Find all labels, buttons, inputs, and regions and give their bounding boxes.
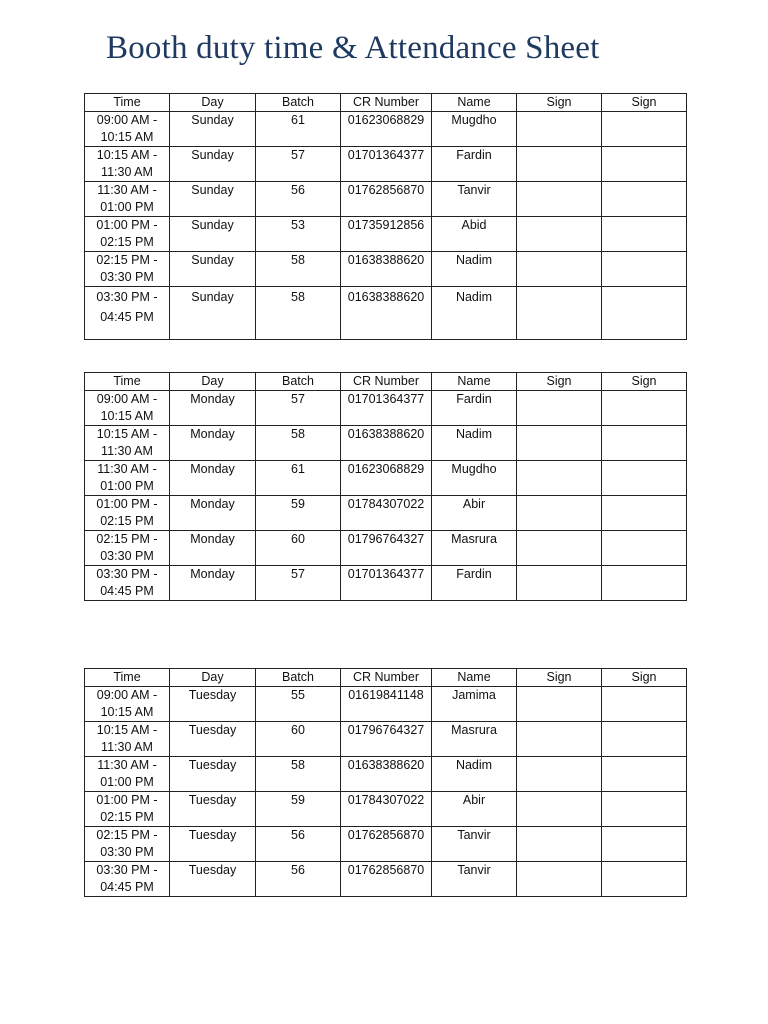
name-cell: Nadim xyxy=(432,426,517,461)
day-cell: Monday xyxy=(170,461,256,496)
table-row xyxy=(85,531,687,566)
time-start: 03:30 PM - xyxy=(96,290,158,304)
time-start: 09:00 AM - xyxy=(96,392,158,406)
cr-number-cell: 01762856870 xyxy=(341,827,432,862)
time-end: 02:15 PM xyxy=(100,514,154,528)
table-row xyxy=(85,147,687,182)
day-cell: Monday xyxy=(170,391,256,426)
time-end: 10:15 AM xyxy=(100,705,154,719)
batch-cell: 59 xyxy=(256,496,341,531)
attendance-table-tuesday xyxy=(84,668,687,897)
name-cell: Fardin xyxy=(432,391,517,426)
time-end: 02:15 PM xyxy=(100,810,154,824)
time-start: 01:00 PM - xyxy=(96,793,158,807)
sign-header: Sign xyxy=(602,669,687,687)
cr-number-cell: 01701364377 xyxy=(341,566,432,601)
table-row xyxy=(85,426,687,461)
time-start: 03:30 PM - xyxy=(96,567,158,581)
sign-header: Sign xyxy=(517,373,602,391)
name-cell: Jamima xyxy=(432,687,517,722)
sign-cell xyxy=(602,287,687,340)
sign-cell xyxy=(517,792,602,827)
sign-cell xyxy=(602,827,687,862)
sign-cell xyxy=(517,112,602,147)
cr-number-cell: 01701364377 xyxy=(341,391,432,426)
name-cell: Tanvir xyxy=(432,827,517,862)
time-cell xyxy=(85,757,170,792)
sign-cell xyxy=(517,757,602,792)
time-cell xyxy=(85,391,170,426)
sign-cell xyxy=(602,182,687,217)
time-cell xyxy=(85,112,170,147)
table-row xyxy=(85,566,687,601)
time-start: 03:30 PM - xyxy=(96,863,158,877)
day-cell: Sunday xyxy=(170,112,256,147)
sign-cell xyxy=(602,112,687,147)
time-end: 04:45 PM xyxy=(100,584,154,598)
cr-number-header: CR Number xyxy=(341,669,432,687)
name-cell: Masrura xyxy=(432,722,517,757)
cr-number-header: CR Number xyxy=(341,94,432,112)
time-end: 01:00 PM xyxy=(100,775,154,789)
sign-cell xyxy=(602,252,687,287)
name-cell: Fardin xyxy=(432,147,517,182)
name-cell: Tanvir xyxy=(432,862,517,897)
batch-cell: 55 xyxy=(256,687,341,722)
sign-cell xyxy=(517,426,602,461)
sign-cell xyxy=(602,391,687,426)
cr-number-cell: 01701364377 xyxy=(341,147,432,182)
batch-cell: 57 xyxy=(256,391,341,426)
day-cell: Monday xyxy=(170,566,256,601)
time-cell xyxy=(85,182,170,217)
time-end: 04:45 PM xyxy=(100,310,154,324)
cr-number-cell: 01784307022 xyxy=(341,792,432,827)
table-row xyxy=(85,287,687,340)
time-start: 01:00 PM - xyxy=(96,497,158,511)
batch-cell: 58 xyxy=(256,426,341,461)
day-cell: Tuesday xyxy=(170,792,256,827)
cr-number-cell: 01796764327 xyxy=(341,531,432,566)
batch-cell: 56 xyxy=(256,862,341,897)
time-start: 10:15 AM - xyxy=(96,427,158,441)
time-cell xyxy=(85,287,170,340)
day-cell: Sunday xyxy=(170,217,256,252)
sign-cell xyxy=(517,566,602,601)
day-header: Day xyxy=(170,669,256,687)
batch-cell: 58 xyxy=(256,757,341,792)
batch-cell: 58 xyxy=(256,287,341,340)
sign-cell xyxy=(602,426,687,461)
table-row xyxy=(85,827,687,862)
name-cell: Masrura xyxy=(432,531,517,566)
batch-header: Batch xyxy=(256,94,341,112)
sign-cell xyxy=(602,531,687,566)
cr-number-cell: 01623068829 xyxy=(341,112,432,147)
day-cell: Tuesday xyxy=(170,687,256,722)
time-cell xyxy=(85,722,170,757)
sign-cell xyxy=(602,722,687,757)
batch-cell: 53 xyxy=(256,217,341,252)
batch-cell: 56 xyxy=(256,182,341,217)
time-cell xyxy=(85,426,170,461)
batch-cell: 58 xyxy=(256,252,341,287)
name-cell: Mugdho xyxy=(432,112,517,147)
day-cell: Monday xyxy=(170,531,256,566)
batch-cell: 56 xyxy=(256,827,341,862)
table-row xyxy=(85,391,687,426)
table-row xyxy=(85,862,687,897)
cr-number-cell: 01796764327 xyxy=(341,722,432,757)
sign-cell xyxy=(517,287,602,340)
name-cell: Nadim xyxy=(432,757,517,792)
time-start: 11:30 AM - xyxy=(97,462,157,476)
header-row xyxy=(85,94,687,112)
attendance-table-sunday xyxy=(84,93,687,340)
sign-header: Sign xyxy=(602,373,687,391)
time-end: 11:30 AM xyxy=(101,444,153,458)
name-header: Name xyxy=(432,373,517,391)
sign-cell xyxy=(602,147,687,182)
sign-cell xyxy=(517,182,602,217)
sign-cell xyxy=(517,687,602,722)
time-header: Time xyxy=(85,669,170,687)
time-end: 02:15 PM xyxy=(100,235,154,249)
name-cell: Abir xyxy=(432,496,517,531)
batch-cell: 60 xyxy=(256,722,341,757)
cr-number-cell: 01619841148 xyxy=(341,687,432,722)
name-cell: Nadim xyxy=(432,287,517,340)
batch-cell: 57 xyxy=(256,566,341,601)
table-row xyxy=(85,496,687,531)
time-cell xyxy=(85,217,170,252)
day-cell: Tuesday xyxy=(170,722,256,757)
day-cell: Tuesday xyxy=(170,827,256,862)
cr-number-cell: 01638388620 xyxy=(341,252,432,287)
time-start: 09:00 AM - xyxy=(96,113,158,127)
time-cell xyxy=(85,862,170,897)
batch-cell: 61 xyxy=(256,112,341,147)
cr-number-cell: 01638388620 xyxy=(341,757,432,792)
day-cell: Monday xyxy=(170,496,256,531)
time-end: 11:30 AM xyxy=(101,740,153,754)
sign-header: Sign xyxy=(517,669,602,687)
page-title: Booth duty time & Attendance Sheet xyxy=(106,30,600,66)
time-end: 03:30 PM xyxy=(100,549,154,563)
time-cell xyxy=(85,792,170,827)
table-row xyxy=(85,112,687,147)
attendance-table-monday xyxy=(84,372,687,601)
time-start: 02:15 PM - xyxy=(96,253,158,267)
name-cell: Nadim xyxy=(432,252,517,287)
day-header: Day xyxy=(170,373,256,391)
name-cell: Abir xyxy=(432,792,517,827)
time-cell xyxy=(85,531,170,566)
sign-cell xyxy=(517,252,602,287)
sign-cell xyxy=(517,391,602,426)
sign-cell xyxy=(602,862,687,897)
name-cell: Mugdho xyxy=(432,461,517,496)
time-cell xyxy=(85,496,170,531)
time-start: 02:15 PM - xyxy=(96,828,158,842)
cr-number-header: CR Number xyxy=(341,373,432,391)
time-start: 09:00 AM - xyxy=(96,688,158,702)
day-cell: Sunday xyxy=(170,252,256,287)
time-header: Time xyxy=(85,373,170,391)
time-start: 02:15 PM - xyxy=(96,532,158,546)
sign-cell xyxy=(602,566,687,601)
time-cell xyxy=(85,147,170,182)
batch-cell: 57 xyxy=(256,147,341,182)
sign-cell xyxy=(517,827,602,862)
time-cell xyxy=(85,687,170,722)
table-row xyxy=(85,461,687,496)
time-cell xyxy=(85,566,170,601)
cr-number-cell: 01784307022 xyxy=(341,496,432,531)
sign-cell xyxy=(602,792,687,827)
sign-header: Sign xyxy=(517,94,602,112)
sign-cell xyxy=(602,461,687,496)
cr-number-cell: 01623068829 xyxy=(341,461,432,496)
day-cell: Tuesday xyxy=(170,757,256,792)
cr-number-cell: 01638388620 xyxy=(341,287,432,340)
name-cell: Tanvir xyxy=(432,182,517,217)
name-header: Name xyxy=(432,669,517,687)
cr-number-cell: 01735912856 xyxy=(341,217,432,252)
table-row xyxy=(85,722,687,757)
table-row xyxy=(85,792,687,827)
header-row xyxy=(85,669,687,687)
table-row xyxy=(85,252,687,287)
time-end: 01:00 PM xyxy=(100,479,154,493)
sign-cell xyxy=(602,687,687,722)
cr-number-cell: 01762856870 xyxy=(341,182,432,217)
sign-cell xyxy=(602,757,687,792)
sign-header: Sign xyxy=(602,94,687,112)
time-cell xyxy=(85,252,170,287)
day-cell: Tuesday xyxy=(170,862,256,897)
batch-cell: 61 xyxy=(256,461,341,496)
batch-cell: 59 xyxy=(256,792,341,827)
time-end: 10:15 AM xyxy=(100,130,154,144)
table-row xyxy=(85,757,687,792)
time-start: 11:30 AM - xyxy=(97,758,157,772)
batch-header: Batch xyxy=(256,373,341,391)
table-row xyxy=(85,182,687,217)
sign-cell xyxy=(517,496,602,531)
cr-number-cell: 01638388620 xyxy=(341,426,432,461)
day-cell: Sunday xyxy=(170,147,256,182)
time-start: 11:30 AM - xyxy=(97,183,157,197)
time-start: 10:15 AM - xyxy=(96,723,158,737)
sign-cell xyxy=(517,147,602,182)
batch-cell: 60 xyxy=(256,531,341,566)
time-end: 01:00 PM xyxy=(100,200,154,214)
sign-cell xyxy=(517,862,602,897)
sign-cell xyxy=(517,531,602,566)
sign-cell xyxy=(602,496,687,531)
time-end: 04:45 PM xyxy=(100,880,154,894)
sign-cell xyxy=(602,217,687,252)
name-cell: Fardin xyxy=(432,566,517,601)
header-row xyxy=(85,373,687,391)
table-row xyxy=(85,217,687,252)
time-header: Time xyxy=(85,94,170,112)
time-end: 11:30 AM xyxy=(101,165,153,179)
time-end: 10:15 AM xyxy=(100,409,154,423)
batch-header: Batch xyxy=(256,669,341,687)
name-header: Name xyxy=(432,94,517,112)
time-end: 03:30 PM xyxy=(100,845,154,859)
table-row xyxy=(85,687,687,722)
day-header: Day xyxy=(170,94,256,112)
time-start: 01:00 PM - xyxy=(96,218,158,232)
day-cell: Sunday xyxy=(170,287,256,340)
time-end: 03:30 PM xyxy=(100,270,154,284)
cr-number-cell: 01762856870 xyxy=(341,862,432,897)
sign-cell xyxy=(517,217,602,252)
day-cell: Monday xyxy=(170,426,256,461)
name-cell: Abid xyxy=(432,217,517,252)
sign-cell xyxy=(517,461,602,496)
time-cell xyxy=(85,461,170,496)
time-start: 10:15 AM - xyxy=(96,148,158,162)
day-cell: Sunday xyxy=(170,182,256,217)
sign-cell xyxy=(517,722,602,757)
time-cell xyxy=(85,827,170,862)
